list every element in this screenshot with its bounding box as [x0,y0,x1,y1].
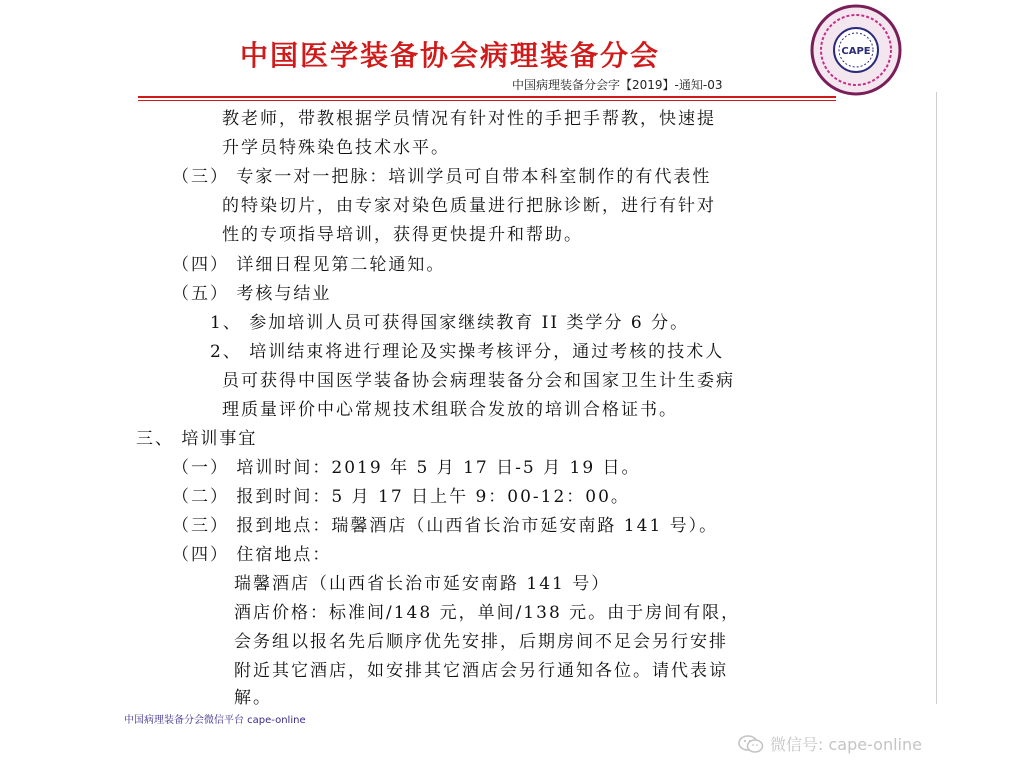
body-line: （三） 专家一对一把脉：培训学员可自带本科室制作的有代表性 [172,167,712,187]
document-number: 中国病理装备分会字【2019】-通知-03 [512,78,723,92]
body-line: 瑞馨酒店（山西省长治市延安南路 141 号） [234,574,611,594]
body-line: 解。 [234,688,272,708]
body-line: 升学员特殊染色技术水平。 [222,138,450,158]
body-line: （三） 报到地点：瑞馨酒店（山西省长治市延安南路 141 号）。 [172,516,719,536]
wechat-watermark [738,732,922,755]
body-line: 员可获得中国医学装备协会病理装备分会和国家卫生计生委病 [222,371,735,391]
header-rule [138,96,836,98]
footer-platform-text: 中国病理装备分会微信平台 cape-online [124,715,306,726]
body-line: 教老师，带教根据学员情况有针对性的手把手帮教，快速提 [222,109,716,129]
body-line: （四） 详细日程见第二轮通知。 [172,255,446,275]
wechat-icon [738,734,764,754]
body-line: （五） 考核与结业 [172,284,332,304]
watermark-text: 微信号: cape-online [770,735,922,754]
body-line: 2、 培训结束将进行理论及实操考核评分，通过考核的技术人 [210,342,725,362]
body-line: 理质量评价中心常规技术组联合发放的培训合格证书。 [222,400,678,420]
body-line: 1、 参加培训人员可获得国家继续教育 II 类学分 6 分。 [210,313,690,333]
body-line: （二） 报到时间：5 月 17 日上午 9：00-12：00。 [172,487,630,507]
body-line: 性的专项指导培训，获得更快提升和帮助。 [222,225,583,245]
logo-center-text: CAPE [841,46,871,57]
header-rule-secondary [138,100,836,101]
body-line: （四） 住宿地点： [172,545,332,565]
cape-seal-logo [808,2,904,98]
body-line: 的特染切片，由专家对染色质量进行把脉诊断，进行有针对 [222,196,716,216]
body-line: 会务组以报名先后顺序优先安排，后期房间不足会另行安排 [234,632,728,652]
section-heading: 三、 培训事宜 [136,429,258,449]
page-frame-line [936,92,937,704]
org-title: 中国医学装备协会病理装备分会 [240,39,661,72]
body-line: 附近其它酒店，如安排其它酒店会另行通知各位。请代表谅 [234,661,728,681]
body-line: 酒店价格：标准间/148 元，单间/138 元。由于房间有限， [234,603,741,623]
body-line: （一） 培训时间：2019 年 5 月 17 日-5 月 19 日。 [172,458,641,478]
